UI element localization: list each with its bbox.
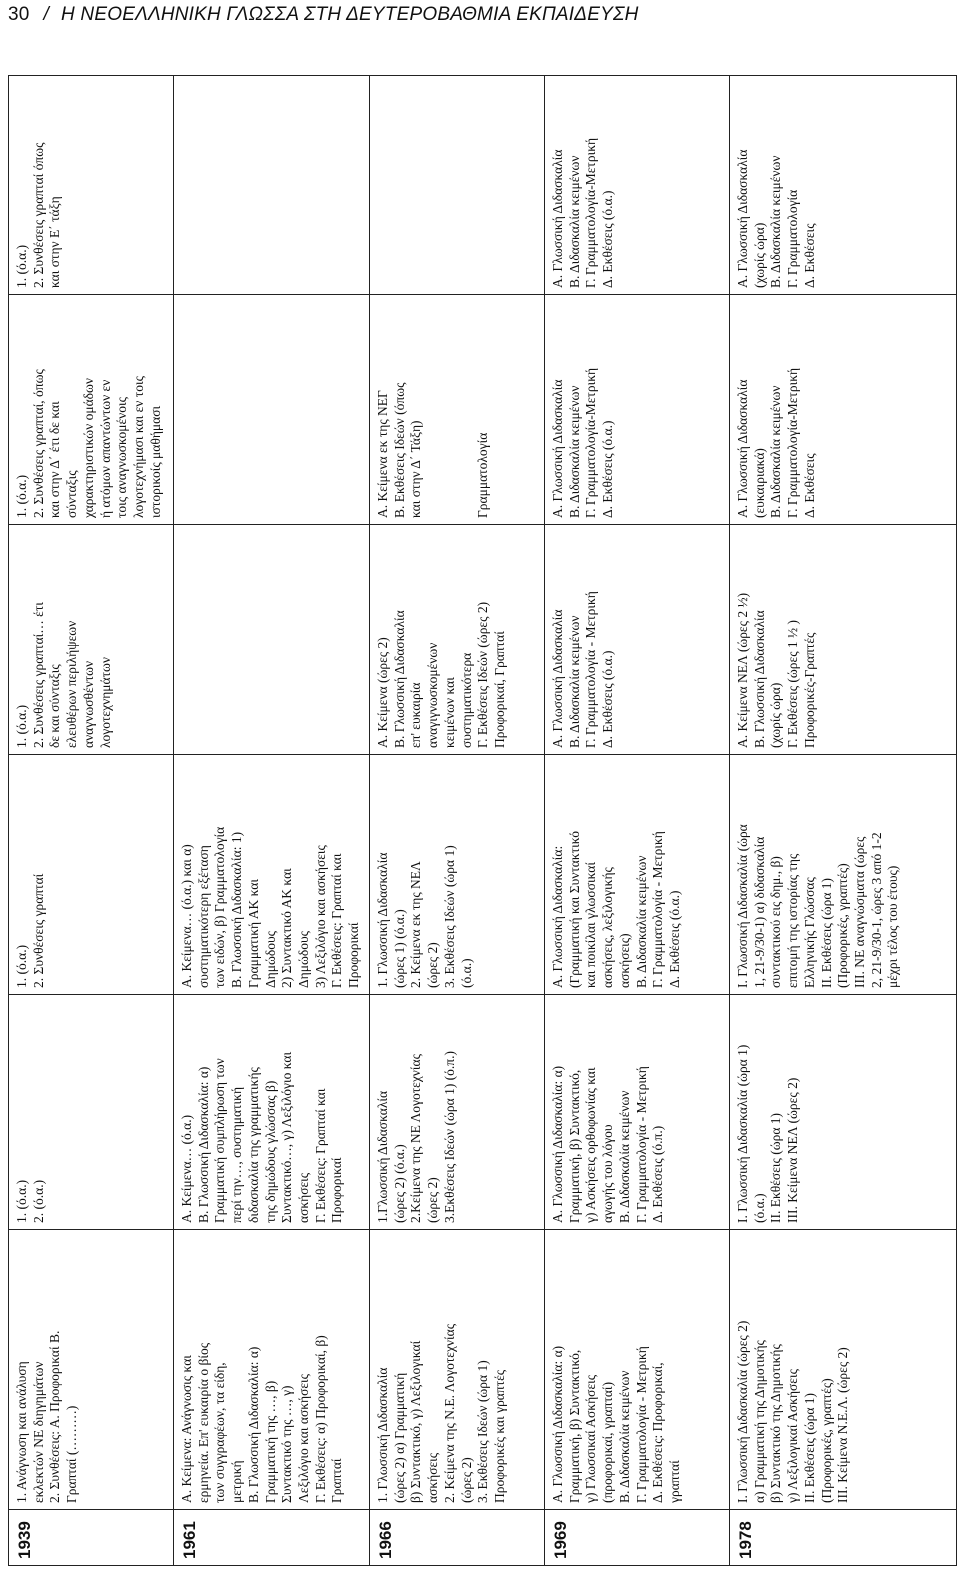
cell-line: Δ. Εκθέσεις (ό.α.) (600, 190, 616, 288)
cell-line: και ποικίλαι γλωσσικαί (583, 862, 599, 988)
cell-line: 2.Κείμενα της ΝΕ Λογοτεχνίας (408, 1054, 424, 1223)
cell-line: Προφορικές-Γραπτές (801, 632, 817, 748)
cell-line: Γραμματική συμπλήρωση των (212, 1058, 228, 1223)
cell-line: 1. (ό.α.) (14, 944, 29, 988)
year-cell: 1961 (174, 1510, 370, 1566)
cell-line: σύνταξις (64, 470, 80, 518)
cell-line: Α. Γλωσσική Διδασκαλία (735, 379, 750, 518)
cell-line: Δ. Εκθέσεις (ό.α.) (600, 420, 616, 518)
cell-line: α) Γραμματική της Δημοτικής (751, 1340, 767, 1503)
table-cell (730, 76, 957, 295)
year-cell: 1969 (545, 1510, 730, 1566)
cell-line: Γραπταί (329, 1458, 345, 1503)
table-cell (9, 76, 174, 295)
cell-line: Γ. Γραμματολογία-Μετρική (785, 367, 801, 518)
cell-line: 3. Εκθέσεις Ιδεών (ώρα 1) (475, 1360, 491, 1503)
cell-line: 2. Συνθέσεις γραπταί (30, 873, 46, 988)
year-cell: 1966 (370, 1510, 545, 1566)
table-cell (174, 76, 370, 295)
cell-line: Β. Διδασκαλία κειμένων (566, 385, 582, 518)
cell-line: γ) Ασκήσεις ορθοφωνίας και (583, 1067, 599, 1223)
curriculum-table (8, 75, 957, 1566)
table-cell (545, 295, 730, 525)
cell-line: (ώρες 2) (425, 942, 441, 988)
cell-line: λογοτεχνήμασι και εν τοις (130, 376, 146, 518)
page-number: 30 (8, 4, 30, 25)
table-cell (370, 525, 545, 755)
table-cell (174, 1230, 370, 1510)
cell-line: γ) Λεξιλογικαί Ασκήσεις (785, 1369, 801, 1503)
cell-line: ΙΙΙ. Κείμενα ΝΕΛ (ώρες 2) (785, 1077, 801, 1223)
cell-line: ιστορικοίς μαθήμασι (147, 405, 163, 518)
year-cell: 1978 (730, 1510, 957, 1566)
table-row (9, 76, 174, 1566)
cell-line: Β. Διδασκαλία κειμένων (566, 615, 582, 748)
cell-line: Α. Γλωσσική Διδασκαλία (550, 149, 565, 288)
cell-line: Δ. Εκθέσεις: Προφορικαί, (650, 1362, 666, 1503)
cell-line: και στην Ε΄ τάξη (47, 196, 63, 288)
cell-line: συστηματικότερα (458, 652, 474, 748)
cell-line: 2. Κείμενα της Ν.Ε. Λογοτεχνίας (441, 1323, 457, 1503)
cell-line: μετρική (229, 1460, 245, 1503)
cell-line: Γ. Γραμματολογία-Μετρική (583, 367, 599, 518)
cell-line: Α. Κείμενα (ώρες 2) (375, 637, 390, 748)
cell-line: Γραμματική ΑΚ και (245, 879, 261, 988)
cell-line: Δ. Εκθέσεις (801, 453, 817, 518)
cell-line: Β. Διδασκαλία κειμένων (768, 385, 784, 518)
cell-line: Γ. Γραμματολογία - Μετρική (633, 1066, 649, 1223)
cell-line: (Προφορικές, γραπτές) (835, 863, 851, 988)
cell-line: (χωρίς ώρα) (768, 682, 784, 748)
cell-line: Γ. Γραμματολογία (785, 189, 801, 288)
cell-line: 2. Κείμενα εκ της ΝΕΛ (408, 861, 424, 988)
cell-line: Α. Γλωσσική Διδασκαλία (550, 379, 565, 518)
cell-line: Β. Εκθέσεις Ιδεών (όπως (391, 382, 407, 518)
cell-line: Δ. Εκθέσεις (801, 223, 817, 288)
cell-line: 1. Ανάγνωση και ανάλυση (14, 1361, 29, 1503)
cell-line: γραπταί (666, 1460, 682, 1503)
cell-line: Γραμματική, β) Συντακτικό, (566, 1069, 582, 1223)
cell-line: 2, 21-9/30-1, ώρες 3 από 1-2 (868, 832, 884, 988)
cell-line: συντακτικού εις δημ., β) (768, 856, 784, 988)
cell-line: χαρακτηριστικών ομάδων (80, 377, 96, 518)
table-cell (9, 755, 174, 995)
cell-line: ΙΙ. Εκθέσεις (ώρα 1) (801, 1392, 817, 1503)
cell-line: των συγγραφέων, τα είδη, (212, 1362, 228, 1503)
cell-line: Συντακτικό της …, γ) (279, 1385, 295, 1503)
table-cell (9, 995, 174, 1230)
cell-line: ασκήσεις, λεξιλογικής (600, 867, 616, 988)
cell-line: Γραπταί (………) (64, 1405, 80, 1503)
cell-line: Γ. Γραμματολογία - Μετρική (633, 1346, 649, 1503)
cell-line: γ) Γλωσσικαί Ασκήσεις (583, 1374, 599, 1503)
cell-line: εκλεκτών ΝΕ διηγημάτων (30, 1361, 46, 1503)
cell-line: 1.Γλωσσική Διδασκαλία (375, 1090, 390, 1223)
cell-line: Δημώδους (262, 930, 278, 988)
cell-line: (ώρες 2) α) Γραμματική (391, 1372, 407, 1503)
page-header (8, 0, 638, 30)
cell-line: Δ. Εκθέσεις (ό.α.) (600, 650, 616, 748)
cell-line: συστηματικότερη εξέταση (195, 845, 211, 988)
rotated-table-container (8, 76, 956, 1566)
cell-line: Α. Κείμενα ΝΕΛ (ώρες 2 ½) (735, 592, 750, 748)
cell-line: λογοτεχνημάτων (97, 657, 113, 748)
table-cell (545, 1230, 730, 1510)
cell-line: Β. Διδασκαλία κειμένων (616, 1370, 632, 1503)
cell-line: 1. Γλωσσική Διδασκαλία (375, 852, 390, 988)
cell-line: 2. Συνθέσεις γραπταί όπως (30, 142, 46, 288)
cell-line: και στην Δ΄ έτι δε και (47, 401, 63, 518)
cell-line: 1. Γλωσσική Διδασκαλία (375, 1367, 390, 1503)
cell-line: (Προφορικές, γραπτές) (818, 1378, 834, 1503)
cell-line: (ώρες 2) (ό.α.) (391, 1144, 407, 1223)
table-cell (545, 525, 730, 755)
cell-line: Γ. Εκθέσεις (ώρες 1 ½ ) (785, 619, 801, 748)
cell-line: 2. Συνθέσεις: Α. Προφορικαί Β. (47, 1330, 63, 1503)
cell-line: Γραμματική, β) Συντακτικό, (566, 1349, 582, 1503)
cell-line: ασκήσεις (425, 1452, 441, 1503)
cell-line (442, 300, 459, 518)
table-row (730, 76, 957, 1566)
table-cell (730, 295, 957, 525)
cell-line: 1. (ό.α.) (14, 1179, 29, 1223)
cell-line: Δ. Εκθέσεις (ό.α.) (666, 890, 682, 988)
cell-line: Β. Διδασκαλία κειμένων (616, 1090, 632, 1223)
cell-line: Γραμματική της …, β) (262, 1380, 278, 1503)
cell-line: (ό.α.) (458, 958, 474, 988)
cell-line: Β. Γλωσσική Διδασκαλία: 1) (229, 831, 245, 988)
cell-line: μέχρι τέλος του έτους) (885, 865, 901, 988)
cell-line: Γ. Εκθέσεις: Γραπταί και (329, 853, 345, 988)
cell-line: β) Συντακτικό της Δημοτικής (768, 1344, 784, 1503)
table-cell (174, 295, 370, 525)
cell-line: 3) Λεξιλόγιο και ασκήσεις (312, 845, 328, 988)
cell-line: Β. Γλωσσική Διδασκαλία: α) (245, 1346, 261, 1503)
cell-line: 2. (ό.α.) (30, 1179, 46, 1223)
cell-line: ή ατόμων απαντώντων εν (97, 379, 113, 518)
cell-line: Α. Κείμενα εκ της ΝΕΓ (375, 390, 390, 518)
table-cell (730, 525, 957, 755)
table-row (370, 76, 545, 1566)
cell-line (425, 300, 442, 518)
cell-line: αναγνωσθέντων (80, 660, 96, 748)
cell-line: (ό.α.) (751, 1193, 767, 1223)
table-cell (730, 755, 957, 995)
table-cell (370, 76, 545, 295)
cell-line: Γ. Εκθέσεις Ιδεών (ώρες 2) (475, 601, 491, 748)
cell-line: 1. (ό.α.) (14, 704, 29, 748)
cell-line: (προφορικαί, γραπταί) (600, 1381, 616, 1503)
cell-line: (ώρες 2) (425, 1177, 441, 1223)
cell-line: Α. Γλωσσική Διδασκαλία: α) (550, 1065, 565, 1223)
cell-line: Α. Γλωσσική Διδασκαλία: (550, 845, 565, 988)
cell-line: ασκήσεις (295, 1172, 311, 1223)
cell-line: Γ. Γραμματολογία - Μετρική (650, 831, 666, 988)
cell-line: (ώρες 2) (458, 1457, 474, 1503)
cell-line: Συντακτικό…, γ) Λεξιλόγιο και (279, 1051, 295, 1223)
table-cell (370, 1230, 545, 1510)
cell-line: αγωγής του λόγου (600, 1124, 616, 1223)
table-cell (730, 995, 957, 1230)
cell-line: 1, 21-9/30-1) α) διδασκαλία (751, 836, 767, 988)
cell-line: Προφορικαί (329, 1157, 345, 1223)
cell-line: Δ. Εκθέσεις (ό.π.) (650, 1125, 666, 1223)
cell-line: β) Συντακτικό, γ) Λεξιλογικαί (408, 1340, 424, 1503)
cell-line: κειμένων και (441, 677, 457, 748)
table-cell (370, 995, 545, 1230)
cell-line: Λεξιλόγιο και ασκήσεις (295, 1373, 311, 1503)
cell-line: Β. Γλωσσική Διδασκαλία (391, 610, 407, 748)
cell-line: Α. Κείμενα: Ανάγνωσις και (179, 1355, 194, 1503)
table-cell (174, 755, 370, 995)
cell-line: (χωρίς ώρα) (751, 222, 767, 288)
cell-line: ερμηνεία. Επ' ευκαιρία ο βίος (195, 1342, 211, 1503)
cell-line: αναγιγνωσκομένων (425, 642, 441, 748)
cell-line: ΙΙΙ. Κείμενα Ν.Ε.Λ. (ώρες 2) (835, 1347, 851, 1503)
running-title: Η ΝΕΟΕΛΛΗΝΙΚΗ ΓΛΩΣΣΑ ΣΤΗ ΔΕΥΤΕΡΟΒΑΘΜΙΑ ΕΚΠΑΙΔΕΥΣΗ (61, 4, 639, 25)
cell-line: Γ. Εκθέσεις: α) Προφορικαί, β) (312, 1335, 328, 1503)
cell-line: 2. Συνθέσεις γραπταί… έτι (30, 602, 46, 748)
table-cell (370, 755, 545, 995)
cell-line: ασκήσεις) (616, 933, 632, 988)
table-cell (370, 295, 545, 525)
cell-line: Α. Γλωσσική Διδασκαλία (550, 609, 565, 748)
cell-line: Β. Διδασκαλία κειμένων (566, 155, 582, 288)
table-cell (9, 295, 174, 525)
cell-line: ΙΙΙ. ΝΕ αναγνώσματα (ώρες (851, 836, 867, 988)
cell-line: (ευκαιριακά) (751, 448, 767, 518)
cell-line: επιτομή της ιστορίας της (785, 853, 801, 988)
cell-line: Β. Διδασκαλία κειμένων (768, 155, 784, 288)
table-cell (9, 1230, 174, 1510)
cell-line: Α. Κείμενα… (ό.α.) (179, 1114, 194, 1223)
cell-line: ΙΙ. Εκθέσεις (ώρα 1) (768, 1112, 784, 1223)
cell-line: Προφορικαί, Γραπταί (491, 631, 507, 748)
table-cell (545, 755, 730, 995)
cell-line: Ι. Γλωσσική Διδασκαλία (ώρα 1) (735, 1044, 750, 1223)
cell-line: 1. (ό.α.) (14, 474, 29, 518)
cell-line: Α. Γλωσσική Διδασκαλία: α) (550, 1345, 565, 1503)
cell-line: 2. Συνθέσεις γραπταί, όπως (30, 369, 46, 518)
cell-line: 1. (ό.α.) (14, 244, 29, 288)
table-cell (174, 995, 370, 1230)
cell-line: Δημώδους (295, 930, 311, 988)
cell-line (459, 300, 476, 518)
cell-line: Ι. Γλωσσική Διδασκαλία (ώρες 2) (735, 1320, 750, 1503)
cell-line: 3.Εκθέσεις Ιδεών (ώρα 1) (ό.π.) (441, 1051, 457, 1223)
cell-line: 2) Συντακτικό ΑΚ και (279, 868, 295, 988)
cell-line: Α. Κείμενα… (ό.α.) και α) (179, 844, 194, 988)
table-cell (9, 525, 174, 755)
cell-line: Γ. Εκθέσεις: Γραπταί και (312, 1088, 328, 1223)
cell-line: Β. Γλωσσική Διδασκαλία: α) (195, 1066, 211, 1223)
cell-line: (ώρες 1) (ό.α.) (391, 909, 407, 988)
table-cell (174, 525, 370, 755)
cell-line: Γραμματολογία (475, 432, 491, 518)
cell-line: επ' ευκαιρία (408, 682, 424, 748)
cell-line: Προφορικές και γραπτές (491, 1369, 507, 1503)
cell-line: ΙΙ. Εκθέσεις (ώρα 1) (818, 877, 834, 988)
cell-line: 3. Εκθέσεις Ιδεών (ώρα 1) (441, 845, 457, 988)
cell-line: ελευθέρων περιλήψεων (64, 620, 80, 748)
year-cell: 1939 (9, 1510, 174, 1566)
cell-line: και στην Δ΄ Τάξη) (408, 420, 424, 518)
cell-line: Γ. Γραμματολογία-Μετρική (583, 137, 599, 288)
cell-line: Προφορικαί (346, 922, 362, 988)
cell-line: Β. Διδασκαλία κειμένων (633, 855, 649, 988)
table-row (174, 76, 370, 1566)
table-cell (730, 1230, 957, 1510)
table-cell (545, 995, 730, 1230)
cell-line: των ειδών, β) Γραμματολογία (212, 826, 228, 988)
cell-line: δε και σύνταξις (47, 664, 63, 748)
cell-line: της δημώδους γλώσσας β) (262, 1080, 278, 1223)
table-row (545, 76, 730, 1566)
cell-line: περί την…, συστηματική (229, 1086, 245, 1223)
cell-line: διδασκαλία της γραμματικής (245, 1067, 261, 1223)
cell-line: Β. Γλωσσική Διδασκαλία (751, 610, 767, 748)
cell-line: Α. Γλωσσική Διδασκαλία (735, 149, 750, 288)
table-cell (545, 76, 730, 295)
cell-line: (Γραμματική και Συντακτικό (566, 831, 582, 988)
cell-line: Ι. Γλωσσική Διδασκαλία (ώρα (735, 824, 750, 988)
cell-line: Ελληνικής Γλώσσας (801, 877, 817, 988)
cell-line: Γ. Γραμματολογία - Μετρική (583, 591, 599, 748)
cell-line: τοις αναγνωσκομένοις (114, 396, 130, 518)
header-separator: / (43, 4, 50, 25)
